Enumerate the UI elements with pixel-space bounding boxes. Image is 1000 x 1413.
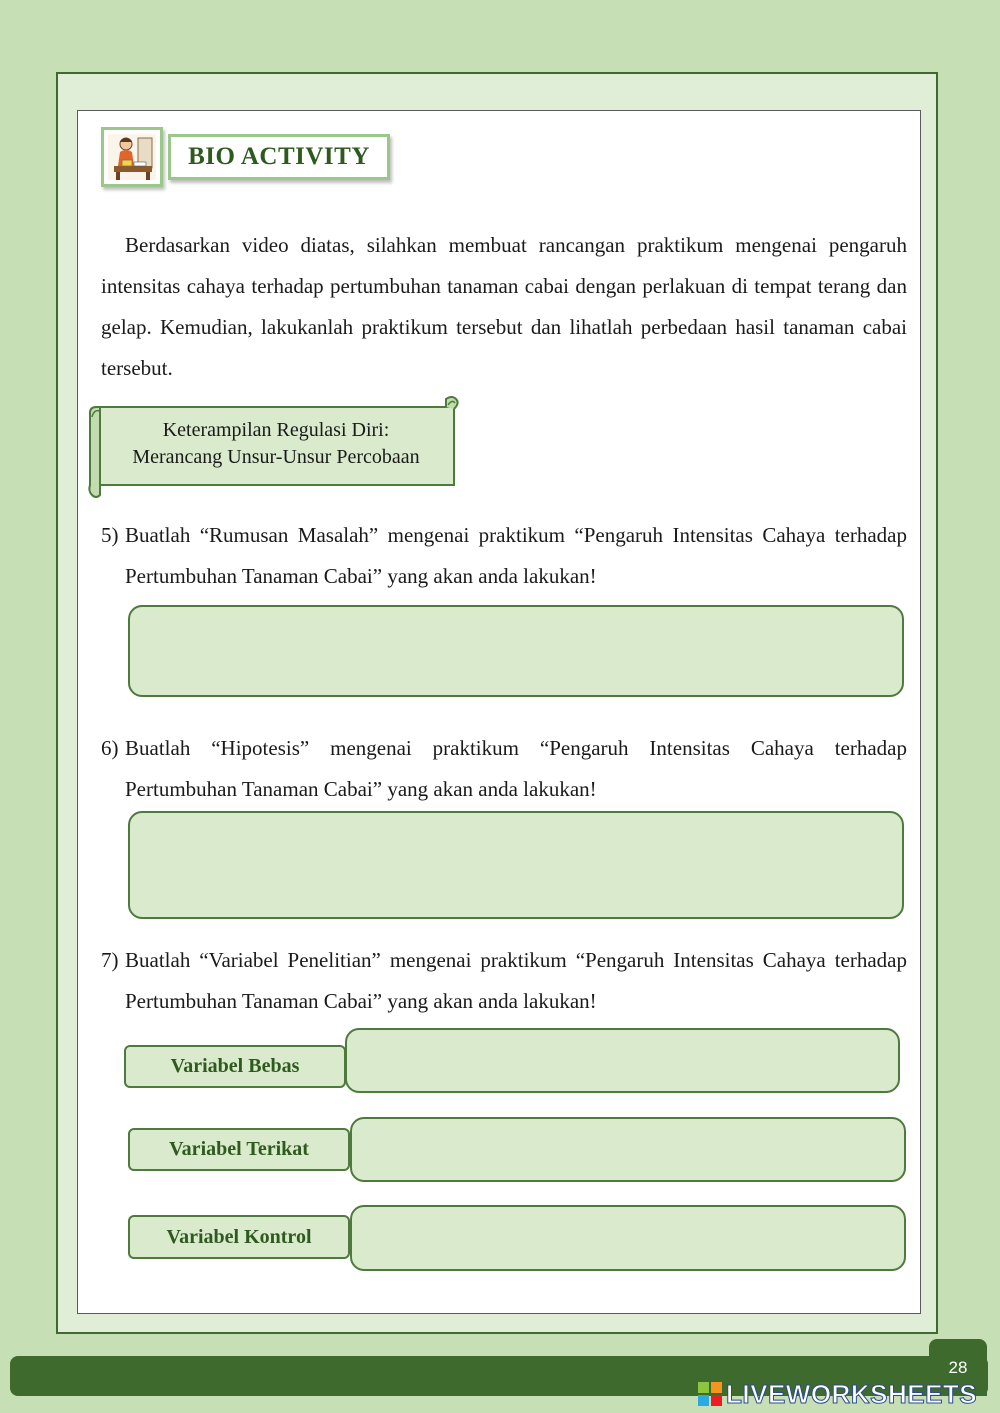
liveworksheets-watermark[interactable] [698, 1378, 977, 1410]
question-6 [101, 728, 907, 810]
question-text: Buatlah “Rumusan Masalah” mengenai praktikum “Pengaruh Intensitas Cahaya terhadap Pertumbuhan Tanaman Cabai” yang akan anda lakukan! [125, 523, 907, 588]
skill-banner-line1: Keterampilan Regulasi Diri: [162, 419, 390, 441]
watermark-text: LIVEWORKSHEETS [726, 1378, 978, 1409]
answer-box-rumusan-masalah[interactable] [128, 605, 904, 697]
question-5 [101, 515, 907, 597]
question-text: Buatlah “Hipotesis” mengenai praktikum “Pengaruh Intensitas Cahaya terhadap Pertumbuhan Tanaman Cabai” yang akan anda lakukan! [125, 736, 907, 801]
question-number: 6) [101, 736, 119, 760]
answer-box-variabel-terikat[interactable] [350, 1117, 906, 1182]
header-icon-box [101, 127, 163, 187]
skill-banner-text [100, 417, 452, 471]
question-text: Buatlah “Variabel Penelitian” mengenai praktikum “Pengaruh Intensitas Cahaya terhadap Pertumbuhan Tanaman Cabai” yang akan anda lakukan! [125, 948, 907, 1013]
answer-box-variabel-kontrol[interactable] [350, 1205, 906, 1271]
bio-activity-title: BIO ACTIVITY [188, 143, 370, 170]
variabel-terikat-label: Variabel Terikat [128, 1128, 350, 1171]
variabel-bebas-label: Variabel Bebas [124, 1045, 346, 1088]
liveworksheets-logo-icon [698, 1382, 722, 1406]
bio-activity-title-box [168, 134, 390, 180]
answer-box-variabel-bebas[interactable] [345, 1028, 900, 1093]
variabel-kontrol-label: Variabel Kontrol [128, 1215, 350, 1259]
question-number: 7) [101, 948, 119, 972]
question-number: 5) [101, 523, 119, 547]
skill-banner-line2: Merancang Unsur-Unsur Percobaan [132, 446, 420, 468]
student-studying-icon [104, 130, 160, 184]
answer-box-hipotesis[interactable] [128, 811, 904, 919]
intro-paragraph: Berdasarkan video diatas, silahkan membuat rancangan praktikum mengenai pengaruh intensitas cahaya terhadap pertumbuhan tanaman cabai dengan perlakuan di tempat terang dan gelap. Kemudian, lakukanlah praktikum tersebut dan lihatlah perbedaan hasil tanaman cabai tersebut. [101, 233, 907, 380]
page-number: 28 [948, 1357, 968, 1377]
question-7 [101, 940, 907, 1022]
